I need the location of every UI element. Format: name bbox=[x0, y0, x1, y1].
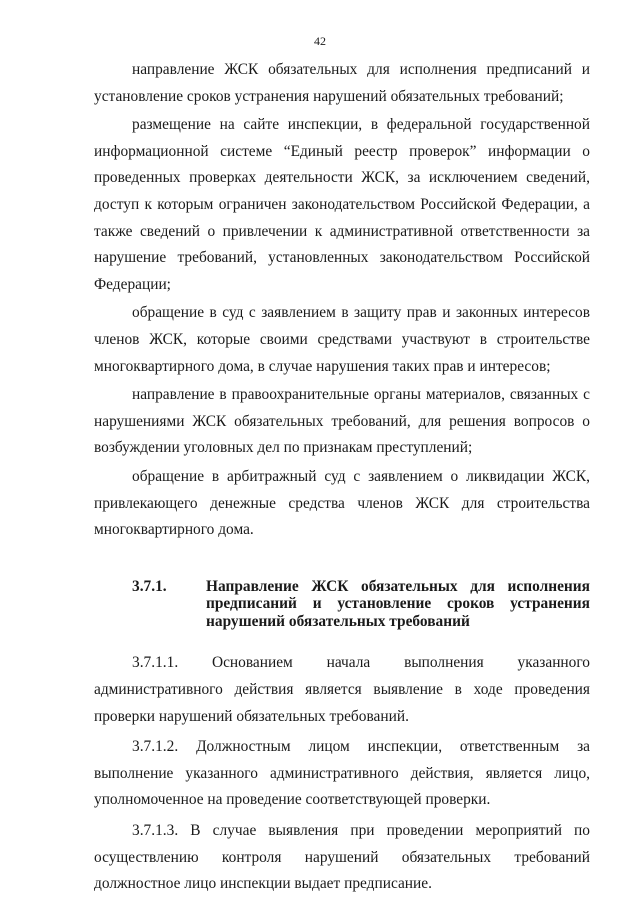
paragraph-1: направление ЖСК обязательных для исполнения предписаний и установление сроков устранения нарушений обязательных требований; bbox=[94, 61, 590, 105]
paragraph-2: размещение на сайте инспекции, в федеральной государственной информационной системе “Единый реестр проверок” информации о проведенных проверках деятельности ЖСК, за исключением сведений, доступ к которым ограничен законодательством Российской Федерации, а также сведений о привлечении к административной ответственности за нарушение требований, установленных законодательством Российской Федерации; bbox=[94, 116, 590, 293]
section-items bbox=[94, 650, 590, 897]
item-3-7-1-3: 3.7.1.3. В случае выявления при проведении мероприятий по осуществлению контроля нарушений обязательных требований должностное лицо инспекции выдает предписание. bbox=[94, 822, 590, 893]
section-title: Направление ЖСК обязательных для исполнения предписаний и установление сроков устранения нарушений обязательных требований bbox=[206, 577, 590, 630]
page-content bbox=[94, 57, 590, 898]
item-3-7-1-1: 3.7.1.1. Основанием начала выполнения указанного административного действия является выявление в ходе проведения проверки нарушений обязательных требований. bbox=[94, 654, 590, 725]
section-heading bbox=[94, 578, 590, 631]
paragraph-3: обращение в суд с заявлением в защиту прав и законных интересов членов ЖСК, которые своими средствами участвуют в строительстве многоквартирного дома, в случае нарушения таких прав и интересов; bbox=[94, 304, 590, 375]
paragraph-4: направление в правоохранительные органы материалов, связанных с нарушениями ЖСК обязательных требований, для решения вопросов о возбуждении уголовных дел по признакам преступлений; bbox=[94, 386, 590, 457]
item-3-7-1-2: 3.7.1.2. Должностным лицом инспекции, ответственным за выполнение указанного административного действия, является лицо, уполномоченное на проведение соответствующей проверки. bbox=[94, 738, 590, 809]
section-number: 3.7.1. bbox=[132, 577, 167, 595]
page-number: 42 bbox=[314, 34, 326, 48]
paragraph-5: обращение в арбитражный суд с заявлением о ликвидации ЖСК, привлекающего денежные средства членов ЖСК для строительства многоквартирного дома. bbox=[94, 467, 590, 539]
